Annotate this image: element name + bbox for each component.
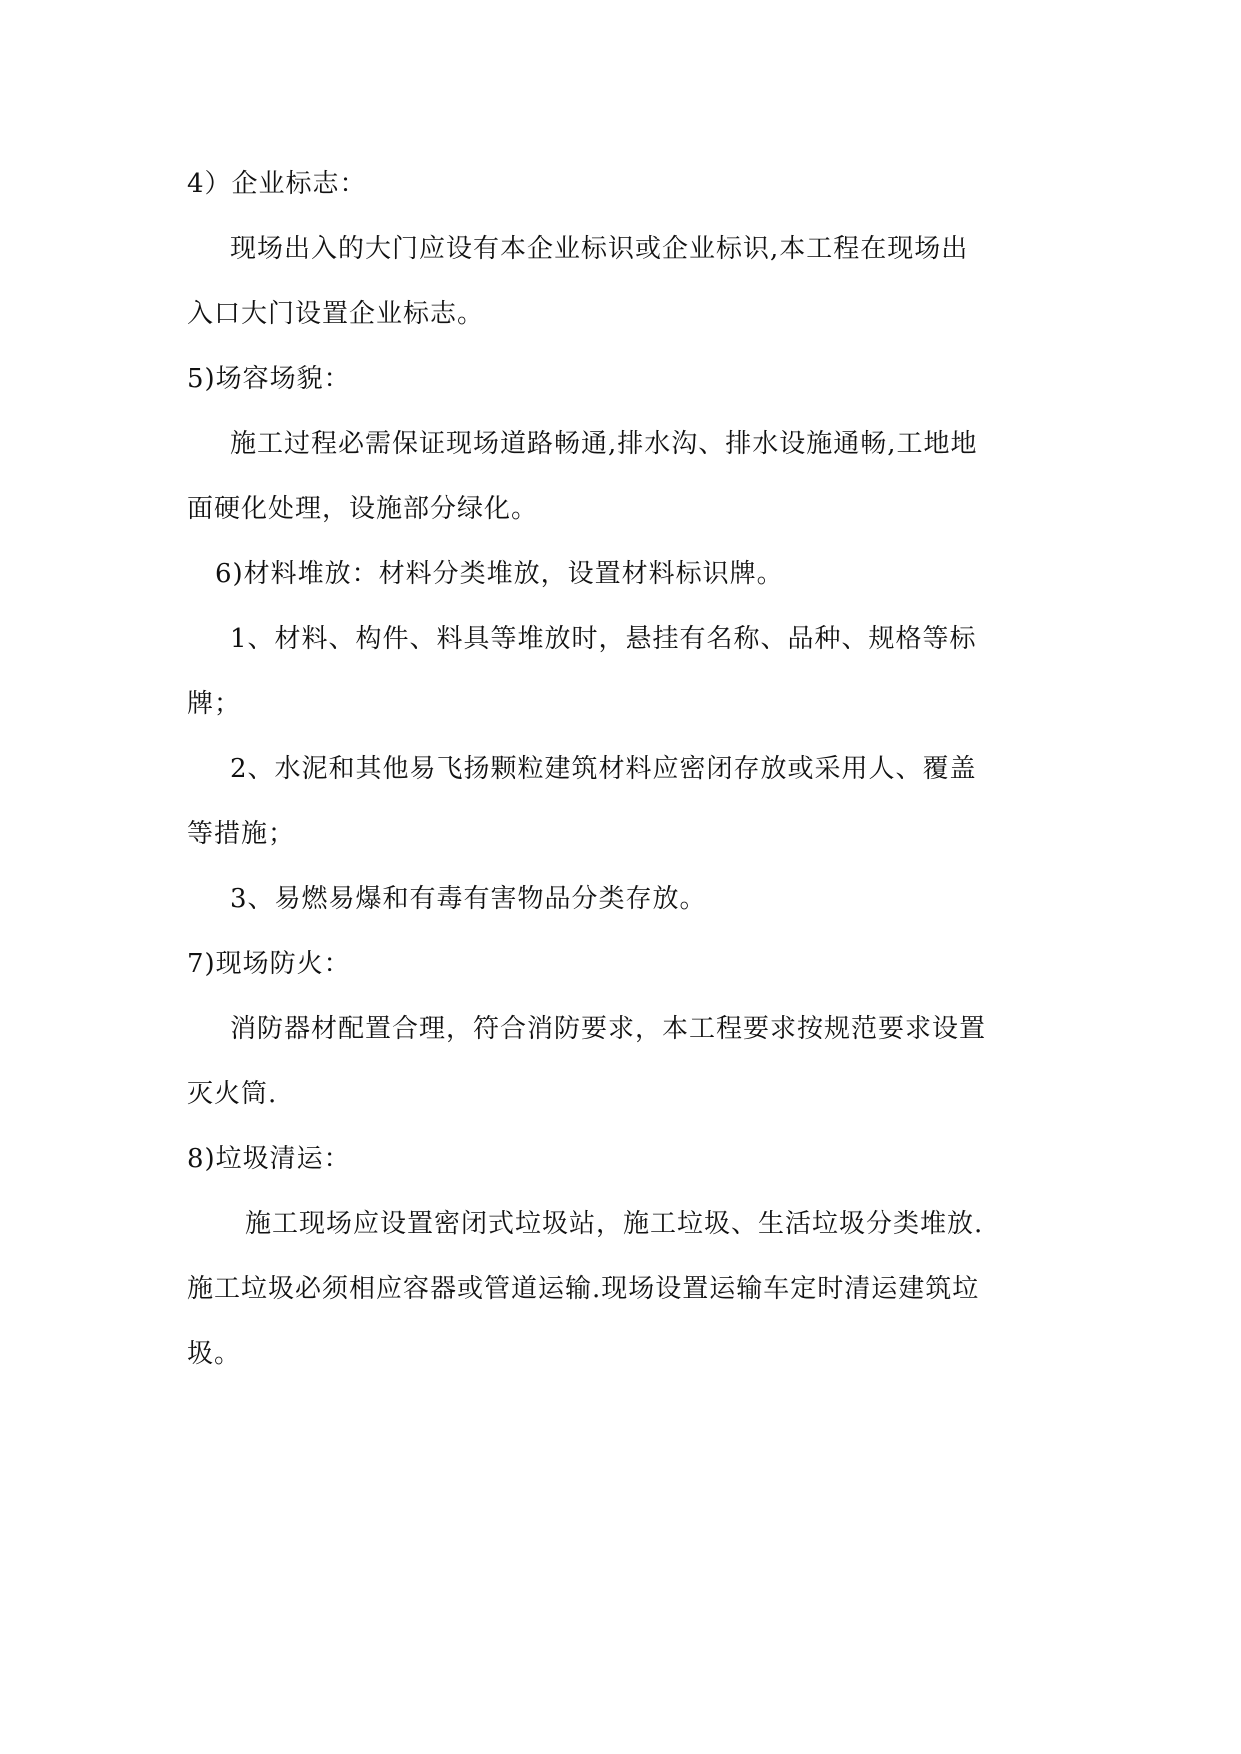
list-item-line: 等措施； xyxy=(187,819,296,849)
paragraph-line: 施工垃圾必须相应容器或管道运输.现场设置运输车定时清运建筑垃 xyxy=(187,1274,980,1304)
paragraph-line: 圾。 xyxy=(187,1339,242,1369)
paragraph-line: 面硬化处理，设施部分绿化。 xyxy=(187,494,539,524)
paragraph-line: 入口大门设置企业标志。 xyxy=(187,299,485,329)
paragraph-line: 灭火筒. xyxy=(187,1079,278,1109)
section-heading-fire-prevention: 7)现场防火： xyxy=(187,949,351,979)
section-heading-enterprise-sign: 4）企业标志： xyxy=(187,169,367,199)
paragraph-line: 施工现场应设置密闭式垃圾站，施工垃圾、生活垃圾分类堆放. xyxy=(245,1209,984,1239)
paragraph-line: 施工过程必需保证现场道路畅通,排水沟、排水设施通畅,工地地 xyxy=(230,429,978,459)
section-heading-site-appearance: 5)场容场貌： xyxy=(187,364,351,394)
list-item-line: 牌； xyxy=(187,689,242,719)
paragraph-line: 现场出入的大门应设有本企业标识或企业标识,本工程在现场出 xyxy=(230,234,969,264)
list-item-line: 3、易燃易爆和有毒有害物品分类存放。 xyxy=(230,884,707,914)
section-heading-garbage-removal: 8)垃圾清运： xyxy=(187,1144,351,1174)
list-item-line: 1、材料、构件、料具等堆放时，悬挂有名称、品种、规格等标 xyxy=(230,624,977,654)
list-item-line: 2、水泥和其他易飞扬颗粒建筑材料应密闭存放或采用人、覆盖 xyxy=(230,754,977,784)
section-heading-material-stacking: 6)材料堆放：材料分类堆放，设置材料标识牌。 xyxy=(215,559,784,589)
paragraph-line: 消防器材配置合理，符合消防要求，本工程要求按规范要求设置 xyxy=(230,1014,987,1044)
